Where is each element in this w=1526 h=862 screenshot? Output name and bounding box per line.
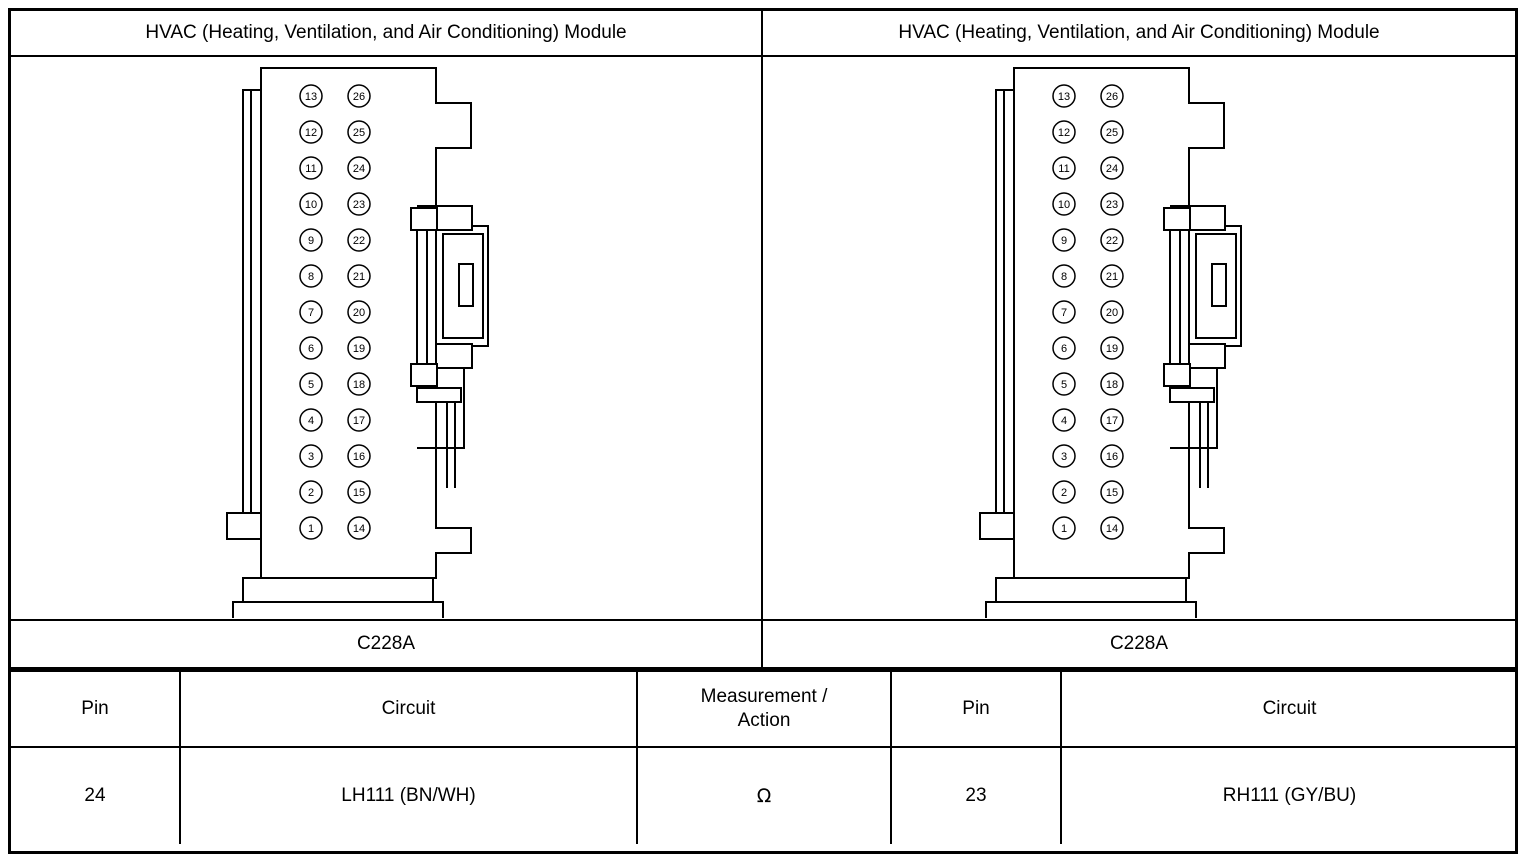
svg-text:1: 1 — [307, 523, 315, 535]
diagram-frame — [8, 8, 1518, 854]
svg-text:10: 10 — [304, 199, 318, 211]
svg-text:5: 5 — [1060, 379, 1068, 391]
svg-text:19: 19 — [1105, 343, 1119, 355]
svg-text:10: 10 — [1057, 199, 1071, 211]
svg-text:8: 8 — [1060, 271, 1068, 283]
connector-cell-left — [11, 57, 763, 619]
svg-text:16: 16 — [1105, 451, 1119, 463]
svg-text:2: 2 — [307, 487, 315, 499]
svg-text:13: 13 — [304, 91, 318, 103]
header-measurement-action — [637, 671, 891, 747]
header-right: HVAC (Heating, Ventilation, and Air Conditioning) Module — [898, 22, 1380, 43]
pin-circuit-table — [11, 670, 1517, 844]
svg-text:9: 9 — [307, 235, 315, 247]
svg-text:3: 3 — [1060, 451, 1068, 463]
svg-text:8: 8 — [307, 271, 315, 283]
svg-text:25: 25 — [352, 127, 366, 139]
svg-text:14: 14 — [352, 523, 366, 535]
ohm-symbol-icon: Ω — [637, 747, 891, 844]
svg-text:12: 12 — [1057, 127, 1071, 139]
svg-text:4: 4 — [1060, 415, 1068, 427]
svg-text:21: 21 — [1105, 271, 1119, 283]
svg-text:15: 15 — [1105, 487, 1119, 499]
header-circuit-right: Circuit — [1061, 671, 1517, 747]
svg-text:6: 6 — [307, 343, 315, 355]
svg-text:20: 20 — [352, 307, 366, 319]
svg-text:24: 24 — [1105, 163, 1119, 175]
svg-text:22: 22 — [1105, 235, 1119, 247]
svg-text:11: 11 — [1058, 163, 1070, 175]
svg-text:1: 1 — [1060, 523, 1068, 535]
header-circuit-left: Circuit — [180, 671, 637, 747]
connector-illustration-row — [11, 57, 1515, 621]
svg-text:18: 18 — [352, 379, 366, 391]
svg-text:11: 11 — [305, 163, 317, 175]
cell-pin-left: 24 — [11, 747, 180, 844]
cell-pin-right: 23 — [891, 747, 1061, 844]
cell-circuit-right: RH111 (GY/BU) — [1061, 747, 1517, 844]
header-pin-left: Pin — [11, 671, 180, 747]
svg-text:7: 7 — [1060, 307, 1068, 319]
svg-text:26: 26 — [1105, 91, 1119, 103]
svg-text:19: 19 — [352, 343, 366, 355]
svg-text:25: 25 — [1105, 127, 1119, 139]
svg-text:16: 16 — [352, 451, 366, 463]
svg-text:14: 14 — [1105, 523, 1119, 535]
svg-text:17: 17 — [1105, 415, 1119, 427]
svg-text:5: 5 — [307, 379, 315, 391]
svg-text:23: 23 — [352, 199, 366, 211]
svg-text:24: 24 — [352, 163, 366, 175]
svg-text:18: 18 — [1105, 379, 1119, 391]
svg-text:6: 6 — [1060, 343, 1068, 355]
svg-text:22: 22 — [352, 235, 366, 247]
header-measurement-line2: Action — [737, 710, 791, 731]
header-row — [11, 11, 1515, 57]
svg-text:13: 13 — [1057, 91, 1071, 103]
svg-text:4: 4 — [307, 415, 315, 427]
connector-diagram-left — [221, 58, 551, 618]
svg-text:21: 21 — [352, 271, 366, 283]
table-header-row — [11, 671, 1517, 747]
header-left: HVAC (Heating, Ventilation, and Air Conditioning) Module — [11, 11, 763, 55]
svg-text:20: 20 — [1105, 307, 1119, 319]
connector-name-row — [11, 621, 1515, 670]
svg-text:26: 26 — [352, 91, 366, 103]
svg-text:3: 3 — [307, 451, 315, 463]
connector-name-right: C228A — [1109, 633, 1169, 654]
connector-cell-right — [763, 57, 1515, 619]
cell-circuit-left: LH111 (BN/WH) — [180, 747, 637, 844]
svg-text:7: 7 — [307, 307, 315, 319]
header-pin-right: Pin — [891, 671, 1061, 747]
svg-text:17: 17 — [352, 415, 366, 427]
header-measurement-line1: Measurement / — [700, 686, 828, 708]
table-row — [11, 747, 1517, 844]
svg-text:9: 9 — [1060, 235, 1068, 247]
svg-text:12: 12 — [304, 127, 318, 139]
connector-name-left: C228A — [11, 621, 763, 667]
connector-diagram-right — [974, 58, 1304, 618]
svg-text:15: 15 — [352, 487, 366, 499]
svg-text:23: 23 — [1105, 199, 1119, 211]
svg-text:2: 2 — [1060, 487, 1068, 499]
